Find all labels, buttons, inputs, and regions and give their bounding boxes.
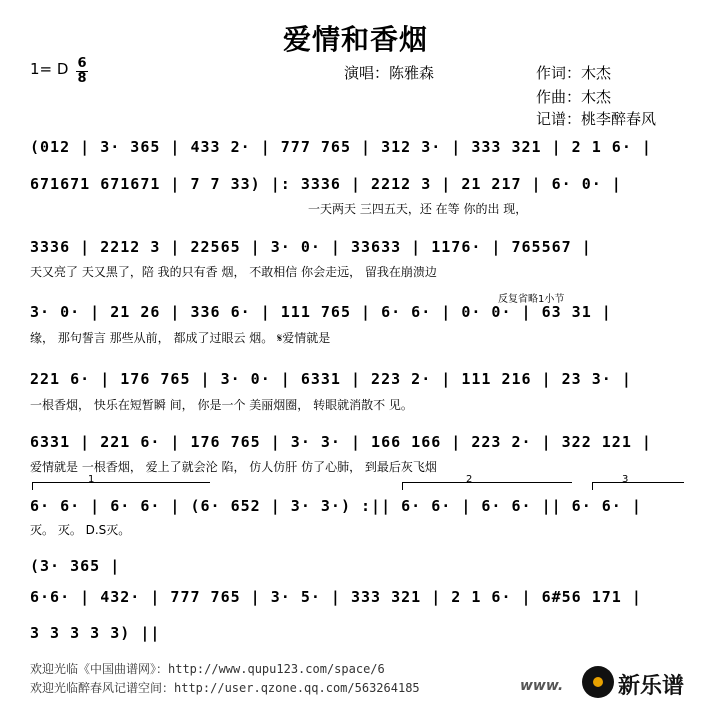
score-row-4-notes: 3· 0· | 21 26 | 336 6· | 111 765 | 6· 6· | 0· 0· | 63 31 | xyxy=(30,303,612,321)
time-bottom: 8 xyxy=(77,71,87,86)
score-row-5-lyrics: 一根香烟， 快乐在短暂瞬 间， 你是一个 美丽烟圈， 转眼就消散不 见。 xyxy=(30,398,413,412)
score-row-1-notes: (012 | 3· 365 | 433 2· | 777 765 | 312 3· | 333 321 | 2 1 6· | xyxy=(30,138,652,156)
time-signature xyxy=(76,58,88,85)
ending-2-label: 2 xyxy=(466,474,473,485)
composer-credit: 作曲：木杰 xyxy=(536,88,612,106)
ending-2-tick xyxy=(402,482,403,490)
score-row-10-notes: 3 3 3 3 3) || xyxy=(30,624,161,642)
score-row-3-lyrics: 天又亮了 天又黑了，陪 我的只有香 烟， 不敢相信 你会走远， 留我在崩溃边 xyxy=(30,265,437,279)
ending-2-bracket xyxy=(402,482,572,483)
ending-3-label: 3 xyxy=(622,474,629,485)
ending-1-label: 1 xyxy=(88,474,95,485)
footer-line-2: 欢迎光临醉春风记谱空间：http://user.qzone.qq.com/563264185 xyxy=(30,681,420,695)
score-row-6-lyrics: 爱情就是 一根香烟， 爱上了就会沦 陷， 仿人仿肝 仿了心肺， 到最后灰飞烟 xyxy=(30,460,437,474)
score-row-3-notes: 3336 | 2212 3 | 22565 | 3· 0· | 33633 | 1176· | 765567 | xyxy=(30,238,592,256)
logo-www: www. xyxy=(520,678,564,694)
score-row-7-notes: 6· 6· | 6· 6· | (6· 652 | 3· 3·) :|| 6· 6· | 6· 6· || 6· 6· | xyxy=(30,497,642,515)
ending-1-bracket xyxy=(32,482,210,483)
logo-text: 新乐谱 xyxy=(618,674,685,699)
skip-annotation: 反复省略1小节 xyxy=(498,294,565,305)
score-row-5-notes: 221 6· | 176 765 | 3· 0· | 6331 | 223 2· | 111 216 | 23 3· | xyxy=(30,370,632,388)
time-top: 6 xyxy=(77,56,87,71)
ending-3-bracket xyxy=(592,482,684,483)
score-row-9-notes: 6·6· | 432· | 777 765 | 3· 5· | 333 321 | 2 1 6· | 6#56 171 | xyxy=(30,588,642,606)
key-signature: 1= D xyxy=(30,60,69,78)
ending-1-tick xyxy=(32,482,33,490)
score-row-4-lyrics: 缘， 那句誓言 那些从前， 都成了过眼云 烟。 𝄋爱情就是 xyxy=(30,331,331,345)
song-title: 爱情和香烟 xyxy=(282,23,428,56)
ending-3-tick xyxy=(592,482,593,490)
lyricist-credit: 作词：木杰 xyxy=(536,64,612,82)
score-row-7-lyrics: 灭。 灭。 D.S灭。 xyxy=(30,523,131,537)
vinyl-disc-icon xyxy=(582,666,614,698)
score-row-8-notes: (3· 365 | xyxy=(30,557,121,575)
singer-credit: 演唱：陈雅森 xyxy=(344,64,435,82)
score-row-6-notes: 6331 | 221 6· | 176 765 | 3· 3· | 166 166 | 223 2· | 322 121 | xyxy=(30,433,652,451)
transcriber-credit: 记谱：桃李醉春风 xyxy=(536,110,657,128)
footer-line-1: 欢迎光临《中国曲谱网》：http://www.qupu123.com/space/6 xyxy=(30,662,385,676)
score-row-2-lyrics: 一天两天 三四五天，还 在等 你的出 现， xyxy=(308,202,528,216)
score-row-2-notes: 671671 671671 | 7 7 33) |: 3336 | 2212 3 | 21 217 | 6· 0· | xyxy=(30,175,622,193)
